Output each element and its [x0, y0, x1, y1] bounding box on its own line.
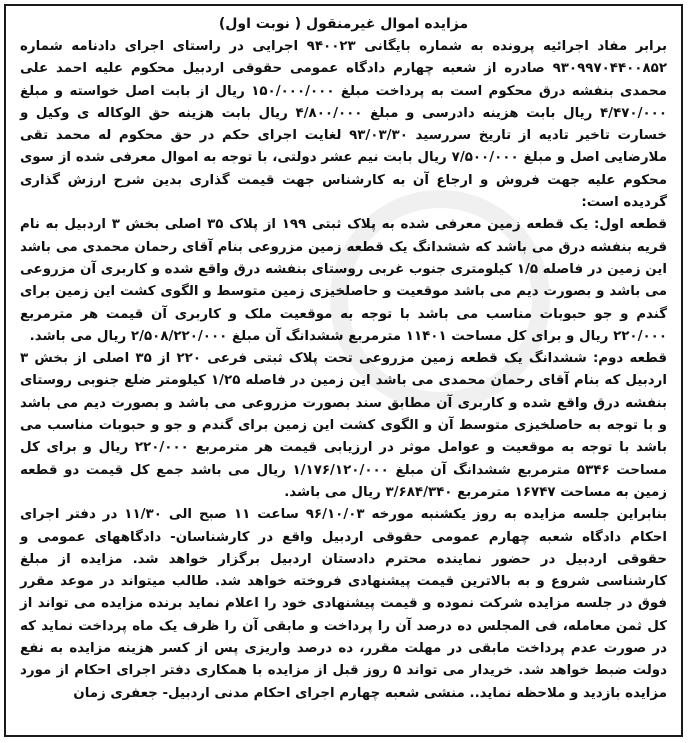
notice-title: مزایده اموال غیرمنقول ( نوبت اول) — [218, 16, 469, 32]
closing-paragraph: بنابراین جلسه مزایده به روز یکشنبه مورخه ۹۶/۱۰/۰۳ ساعت ۱۱ صبح الی ۱۱/۳۰ در دفتر اجرای احکام دادگاه شعبه چهارم عمومی حقوقی اردبیل واقع در کارشناسان- دادگاههای عمومی و حقوقی اردبیل در حضور نماینده محترم دادستان اردبیل برگزار خواهد شد. مزایده از مبلغ کارشناسی شروع و به بالاترین قیمت پیشنهادی فروخته خواهد شد. طالب میتواند در موعد مقرر فوق در جلسه مزایده شرکت نموده و قیمت پیشنهادی خود را اعلام نماید برنده مزایده می تواند از کل ثمن معامله، فی المجلس ده درصد آن را پرداخت و مابقی آن را ظرف یک ماه پرداخت نماید که در صورت عدم پرداخت مابقی در مهلت مقرر، ده درصد واریزی پس از کسر هزینه مزایده به نفع دولت ضبط خواهد شد. خریدار می تواند ۵ روز قبل از مزایده با همکاری دفتر اجرای احکام از مورد مزایده بازدید و ملاحظه نماید.. منشی شعبه چهارم اجرای احکام مدنی اردبیل- جعفری زمان — [20, 507, 668, 701]
intro-paragraph: برابر مفاد اجرائیه پرونده به شماره بایگانی ۹۴۰۰۲۳ اجرایی در راستای اجرای دادنامه شماره ۹۳۰۹۹۷۰۴۴۰۰۸۵۲ صادره از شعبه چهارم دادگاه عمومی حقوقی اردبیل محکوم علیه احمد علی محمدی بنفشه درق محکوم است به پرداخت مبلغ ۱۵۰/۰۰۰/۰۰۰ ریال از بابت اصل خواسته و مبلغ ۴/۴۷۰/۰۰۰ ریال بابت هزینه دادرسی و مبلغ ۴/۸۰۰/۰۰۰ ریال بابت هزینه حق الوکاله ی وکیل و خسارت تاخیر تادیه از تاریخ سررسید ۹۳/۰۳/۳۰ لغایت اجرای حکم در حق محکوم له محمد تقی ملارضایی اصل و مبلغ ۷/۵۰۰/۰۰۰ ریال بابت نیم عشر دولتی، با توجه به اموال معرفی شده از سوی محکوم علیه جهت فروش و ارجاع آن به کارشناس جهت قیمت گذاری بدین شرح ارزش گذاری گردیده است: — [20, 39, 667, 211]
auction-notice — [4, 4, 683, 737]
parcel-one-paragraph: قطعه اول: یک قطعه زمین معرفی شده به پلاک ثبتی ۱۹۹ از پلاک ۳۵ اصلی بخش ۳ اردبیل به نام قریه بنفشه درق می باشد که ششدانگ یک قطعه زمین مزروعی بنام آقای رحمان محمدی می باشد این زمین در فاصله ۱/۵ کیلومتری جنوب غربی روستای بنفشه درق واقع شده و کاربری آن مزروعی می باشد و بصورت دیم می باشد موقعیت و حاصلخیزی زمین متوسط و الگوی کشت این زمین برای گندم و جو حبوبات مناسب می باشد با توجه به موقعیت ملک و کاربری آن قیمت هر مترمربع ۲۲۰/۰۰۰ ریال و برای کل مساحت ۱۱۴۰۱ مترمربع ششدانگ آن مبلغ ۲/۵۰۸/۲۲۰/۰۰۰ ریال می باشد. — [20, 217, 668, 344]
parcel-two-paragraph: قطعه دوم: ششدانگ یک قطعه زمین مزروعی تحت پلاک ثبتی فرعی ۲۲۰ از ۳۵ اصلی از بخش ۳ اردبیل که بنام آقای رحمان محمدی می باشد این زمین در فاصله ۱/۲۵ کیلومتر ضلع جنوبی روستای بنفشه درق واقع شده و کاربری آن مطابق سند بصورت مزروعی می باشد و بصورت دیم می باشد و با توجه به حاصلخیزی متوسط آن و الگوی کشت این زمین برای گندم و جو و حبوبات مناسب می باشد با توجه به موقعیت و عوامل موثر در ارزیابی قیمت هر مترمربع ۲۲۰/۰۰۰ ریال و برای کل مساحت ۵۳۴۶ مترمربع ششدانگ آن مبلغ ۱/۱۷۶/۱۲۰/۰۰۰ ریال می باشد جمع کل قیمت دو قطعه زمین به مساحت ۱۶۷۴۷ مترمربع ۳/۶۸۴/۳۴۰ ریال می باشد. — [20, 351, 667, 500]
